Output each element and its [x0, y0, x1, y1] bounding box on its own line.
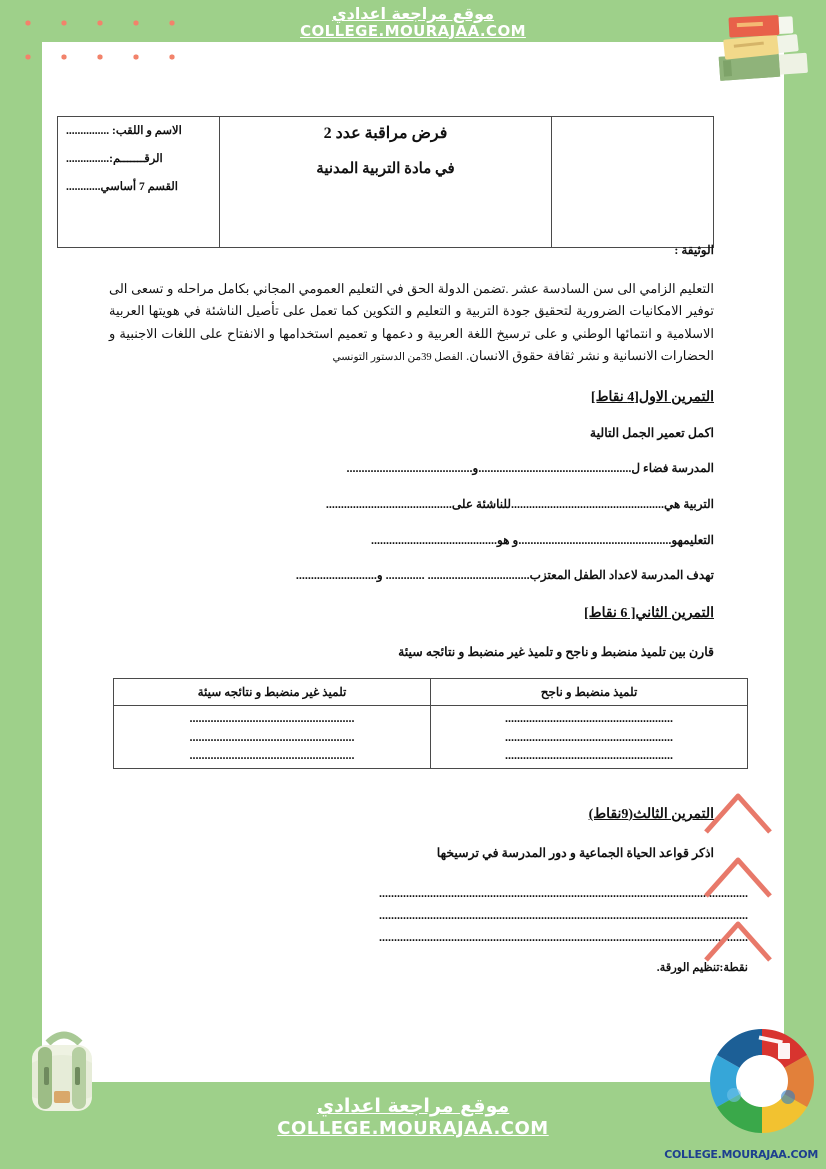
dotted-line: ....................................................... — [189, 711, 355, 725]
dotted-line: ........................................................ — [505, 711, 673, 725]
mark-cell[interactable] — [552, 117, 714, 248]
comparison-header-disciplined: تلميذ منضبط و ناجح — [431, 679, 748, 706]
footer-brand — [213, 1095, 613, 1139]
table-header-row — [114, 679, 748, 706]
answer-line[interactable]: ........................................................................................................................... — [379, 886, 748, 900]
exercise1-fill-line-2[interactable]: التربية هي...................................................للناشئة على.......................................... — [325, 497, 714, 511]
exam-header-table — [57, 116, 714, 248]
answer-line[interactable]: ........................................................................................................................... — [379, 908, 748, 922]
dotted-line: ....................................................... — [189, 748, 355, 763]
exercise1-instruction: اكمل تعمير الجمل التالية — [589, 426, 714, 440]
header-brand-url[interactable]: COLLEGE.MOURAJAA.COM — [300, 21, 526, 40]
student-name-field[interactable]: الاسم و اللقب: ............... — [66, 125, 182, 137]
student-info-cell — [58, 117, 220, 248]
backpack-icon — [18, 1023, 110, 1119]
table-row — [58, 117, 714, 248]
exercise3-title: التمرين الثالث(9نقاط) — [588, 807, 714, 822]
comparison-header-undisciplined: تلميذ غير منضبط و نتائجه سيئة — [114, 679, 431, 706]
education-wheel-logo-icon — [702, 1021, 822, 1141]
header-brand — [243, 5, 583, 40]
dotted-line: ....................................................... — [189, 729, 355, 744]
comparison-table — [113, 678, 748, 769]
exercise1-fill-line-4[interactable]: تهدف المدرسة لاعداد الطفل المعتزب.................................. ............. و........................... — [295, 568, 714, 582]
answer-line[interactable]: ........................................................................................................................... — [379, 930, 748, 944]
exam-title-cell — [220, 117, 552, 248]
student-class-field[interactable]: القسم 7 أساسي............ — [66, 181, 178, 193]
document-body-text: التعليم الزامي الى سن السادسة عشر .تضمن الدولة الحق في التعليم العمومي المجاني بكامل مراحله و تسعى الى توفير الامكانيات الضرورية لتحقيق جودة التربية و التعليم و التكوين كما تعمل على تأصيل الناشئة في هويتها العربية الاسلامية و انتمائها الوطني و على ترسيخ اللغة العربية و دعمها و تعميم استخدامها و الانفتاح على اللغات الاجنبية و الحضارات الانسانية و نشر ثقافة حقوق الانسان. — [109, 281, 714, 364]
footer-brand-arabic: موقع مراجعة اعدادي — [316, 1095, 510, 1118]
exam-title-line2: في مادة التربية المدنية — [316, 161, 455, 177]
student-number-field[interactable]: الرقـــــــم:............... — [66, 153, 163, 165]
document-paragraph — [109, 278, 714, 367]
stacked-books-icon — [700, 4, 820, 88]
exercise2-title: التمرين الثاني[ 6 نقاط] — [584, 606, 714, 621]
exercise1-fill-line-1[interactable]: المدرسة فضاء ل...................................................و.......................................... — [346, 461, 714, 475]
document-label: الوثيقة : — [674, 243, 714, 257]
document-source: الفصل 39من الدستور التونسي — [332, 352, 463, 364]
comparison-answer-cell-left[interactable] — [114, 706, 431, 769]
footer-brand-url[interactable]: COLLEGE.MOURAJAA.COM — [277, 1117, 549, 1139]
dotted-line: ........................................................ — [505, 729, 673, 744]
exercise1-title: التمرين الاول[4 نقاط] — [590, 390, 714, 405]
dotted-line: ........................................................ — [505, 748, 673, 763]
exercise1-fill-line-3[interactable]: التعليمهو...................................................و هو.......................................... — [371, 533, 714, 547]
comparison-answer-cell-right[interactable] — [431, 706, 748, 769]
exercise3-instruction: اذكر قواعد الحياة الجماعية و دور المدرسة في ترسيخها — [436, 846, 714, 860]
exam-title-line1: فرض مراقبة عدد 2 — [323, 125, 448, 142]
exercise3-answer-area[interactable] — [113, 882, 748, 948]
exercise2-instruction: قارن بين تلميذ منضبط و ناجح و تلميذ غير منضبط و نتائجه سيئة — [398, 645, 714, 659]
organization-note: نقطة:تنظيم الورقة. — [656, 962, 748, 974]
header-brand-arabic: موقع مراجعة اعدادي — [331, 4, 495, 23]
table-row — [114, 706, 748, 769]
footer-logo-caption: COLLEGE.MOURAJAA.COM — [664, 1148, 818, 1161]
